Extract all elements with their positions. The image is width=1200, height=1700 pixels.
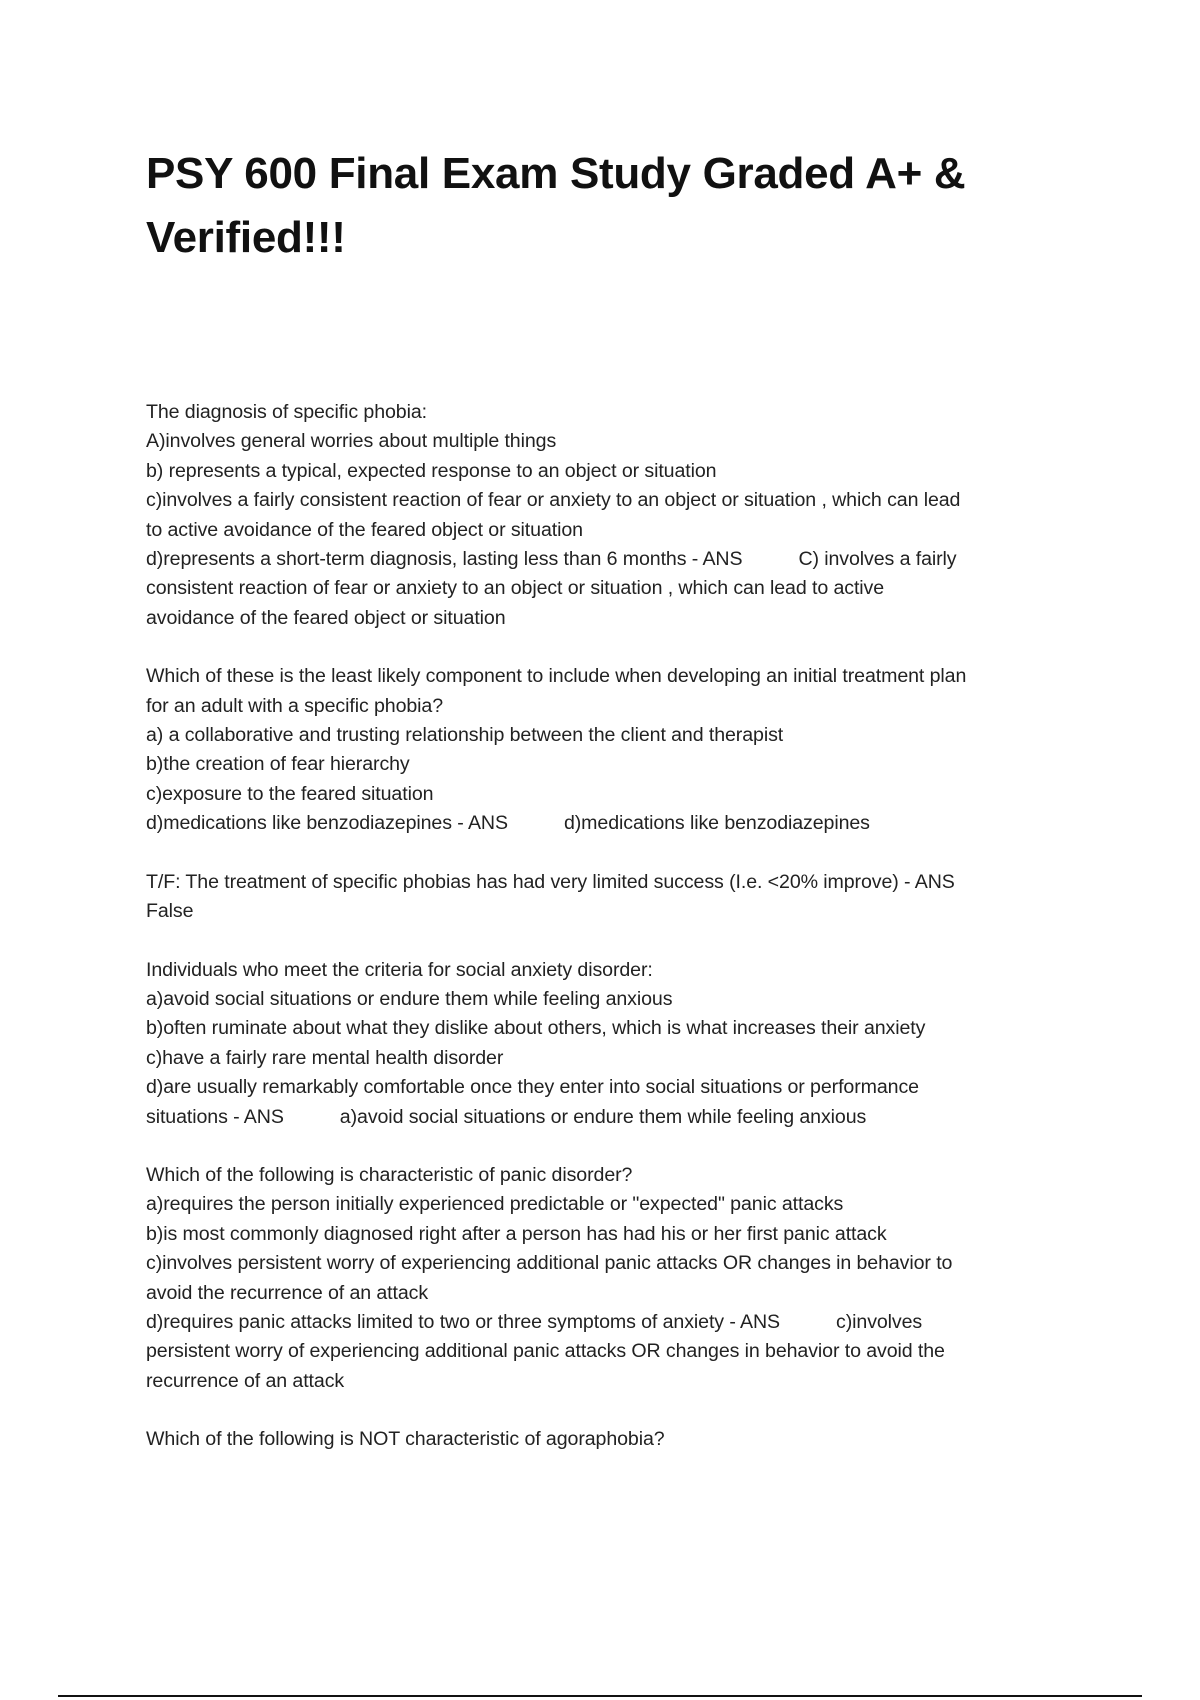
option-answer-line	[146, 545, 1096, 574]
option-text: b)is most commonly diagnosed right after a person has had his or her first panic attack	[146, 1222, 887, 1245]
question-block-6	[146, 1425, 1096, 1454]
option-text: situations - ANS	[146, 1105, 284, 1128]
answer-text: c)involves	[836, 1310, 923, 1333]
question-text: for an adult with a specific phobia?	[146, 694, 444, 717]
answer-text: False	[146, 900, 194, 923]
answer-text: persistent worry of experiencing additional panic attacks OR changes in behavior to avoid the	[146, 1340, 945, 1363]
option-text: A)involves general worries about multiple things	[146, 430, 557, 453]
answer-text: consistent reaction of fear or anxiety to an object or situation , which can lead to active	[146, 577, 885, 600]
option-answer-line	[146, 1308, 1096, 1337]
footer-divider	[58, 1695, 1142, 1697]
option-text: to active avoidance of the feared object or situation	[146, 518, 583, 541]
option-answer-line	[146, 1103, 1096, 1132]
option-text: d)are usually remarkably comfortable once they enter into social situations or performance	[146, 1076, 919, 1099]
document-body	[146, 398, 1096, 1484]
option-text: d)requires panic attacks limited to two or three symptoms of anxiety - ANS	[146, 1310, 781, 1333]
question-block-5	[146, 1161, 1096, 1396]
option-text: b)the creation of fear hierarchy	[146, 753, 410, 776]
answer-text: avoidance of the feared object or situation	[146, 606, 506, 629]
option-text: a) a collaborative and trusting relationship between the client and therapist	[146, 724, 784, 747]
question-text: Which of the following is characteristic of panic disorder?	[146, 1163, 633, 1186]
option-text: c)involves persistent worry of experiencing additional panic attacks OR changes in behavior to	[146, 1252, 953, 1275]
title-line-2: Verified!!!	[146, 213, 346, 262]
option-text: a)avoid social situations or endure them while feeling anxious	[146, 987, 673, 1010]
question-text: Which of these is the least likely component to include when developing an initial treatment plan	[146, 665, 967, 688]
question-block-2	[146, 662, 1096, 838]
question-text: Individuals who meet the criteria for social anxiety disorder:	[146, 958, 653, 981]
answer-text: recurrence of an attack	[146, 1369, 345, 1392]
option-text: c)involves a fairly consistent reaction of fear or anxiety to an object or situation , which can lead	[146, 489, 961, 512]
answer-text: C) involves a fairly	[798, 548, 957, 571]
question-text: The diagnosis of specific phobia:	[146, 401, 427, 423]
question-text: Which of the following is NOT characteristic of agoraphobia?	[146, 1428, 665, 1451]
title-line-1: PSY 600 Final Exam Study Graded A+ &	[146, 149, 966, 198]
question-block-4	[146, 956, 1096, 1132]
option-text: d)represents a short-term diagnosis, lasting less than 6 months - ANS	[146, 548, 743, 571]
option-text: a)requires the person initially experienced predictable or "expected" panic attacks	[146, 1193, 844, 1216]
option-text: d)medications like benzodiazepines - ANS	[146, 812, 508, 835]
question-block-3	[146, 868, 1096, 927]
answer-text: d)medications like benzodiazepines	[563, 812, 870, 835]
option-text: c)exposure to the feared situation	[146, 782, 434, 805]
option-answer-line	[146, 809, 1096, 838]
option-text: avoid the recurrence of an attack	[146, 1281, 429, 1304]
option-text: b)often ruminate about what they dislike about others, which is what increases their anxiety	[146, 1017, 926, 1040]
option-text: b) represents a typical, expected response to an object or situation	[146, 459, 717, 482]
question-block-1	[146, 398, 1096, 633]
answer-text: a)avoid social situations or endure them while feeling anxious	[339, 1105, 867, 1128]
option-text: c)have a fairly rare mental health disorder	[146, 1046, 504, 1069]
document-title	[146, 142, 1096, 270]
question-text: T/F: The treatment of specific phobias has had very limited success (I.e. <20% improve) - ANS	[146, 870, 955, 893]
